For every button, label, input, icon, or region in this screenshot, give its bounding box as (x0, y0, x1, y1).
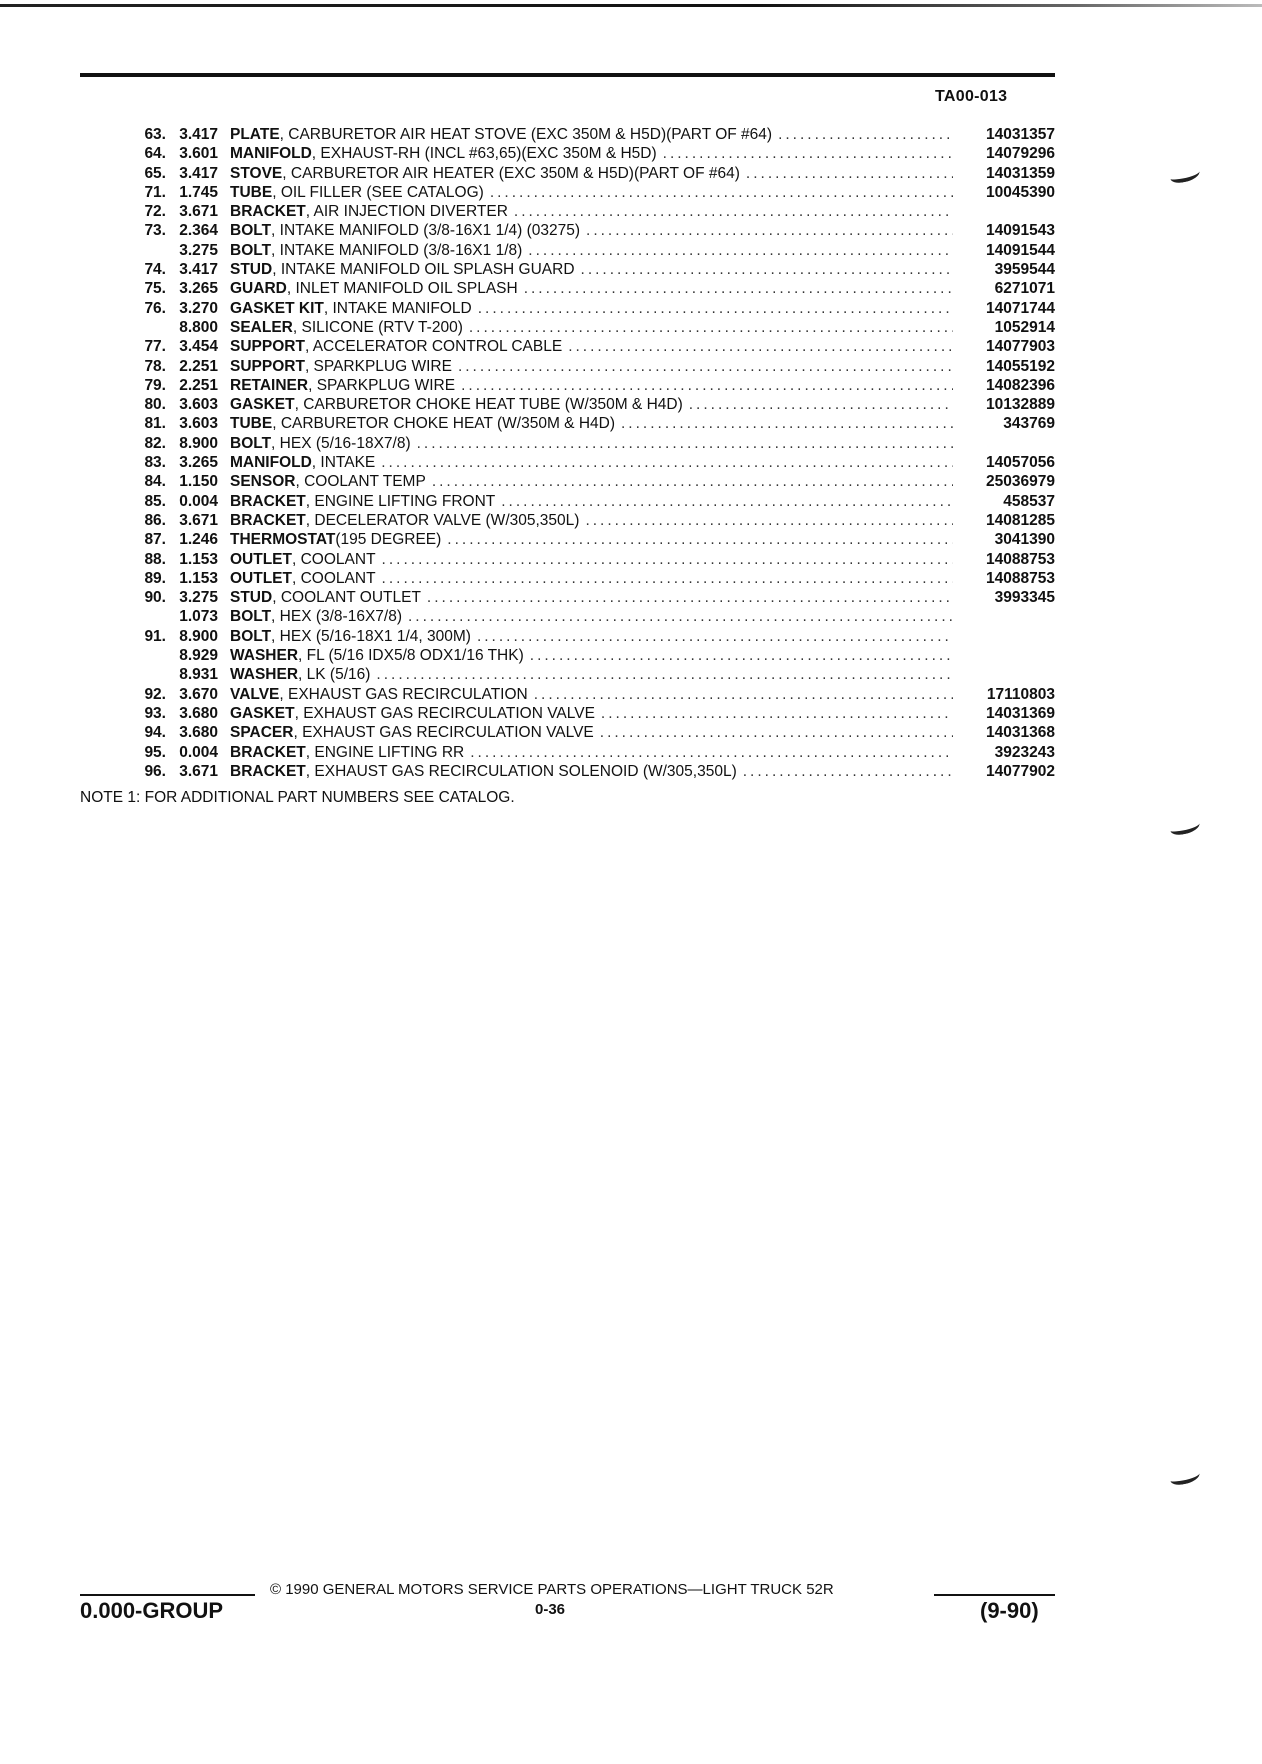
part-description (230, 183, 953, 202)
page-number: 0-36 (535, 1601, 566, 1618)
part-description (230, 646, 953, 665)
part-name: MANIFOLD (230, 145, 312, 163)
part-name: BRACKET (230, 762, 306, 780)
catalog-note: NOTE 1: FOR ADDITIONAL PART NUMBERS SEE CATALOG. (80, 789, 515, 806)
part-description (230, 241, 953, 260)
dot-leader (469, 318, 953, 337)
part-number: 14057056 (986, 454, 1055, 472)
binder-hole-mark (1169, 818, 1201, 837)
part-name: TUBE (230, 183, 273, 201)
part-detail: , DECELERATOR VALVE (W/305,350L) (305, 511, 580, 529)
part-description (230, 357, 953, 376)
dot-leader (600, 723, 953, 742)
part-row (120, 164, 1055, 183)
part-name: WASHER (230, 666, 299, 684)
part-detail: , AIR INJECTION DIVERTER (305, 203, 508, 221)
part-detail: , INTAKE MANIFOLD OIL SPLASH GUARD (272, 261, 575, 279)
dot-leader (477, 627, 953, 646)
part-detail: , INTAKE MANIFOLD (3/8-16X1 1/8) (271, 241, 523, 259)
part-name: RETAINER (230, 376, 309, 394)
group-number: 3.671 (179, 511, 218, 529)
part-row (120, 337, 1055, 356)
group-number: 2.364 (179, 222, 218, 240)
part-description (230, 337, 953, 356)
part-detail: , EXHAUST GAS RECIRCULATION SOLENOID (W/305,350L) (305, 762, 737, 780)
dot-leader (408, 607, 953, 626)
part-description (230, 221, 953, 240)
dot-leader (534, 685, 953, 704)
item-number: 85. (144, 492, 166, 510)
part-number: 343769 (1003, 415, 1055, 433)
part-row (120, 704, 1055, 723)
part-description (230, 569, 953, 588)
part-description (230, 260, 953, 279)
item-number: 74. (144, 261, 166, 279)
parts-list (120, 125, 1055, 781)
item-number: 84. (144, 473, 166, 491)
part-number: 14079296 (986, 145, 1055, 163)
dot-leader (381, 453, 953, 472)
dot-leader (746, 164, 953, 183)
dot-leader (501, 492, 953, 511)
part-row (120, 260, 1055, 279)
part-name: GASKET (230, 704, 295, 722)
part-row (120, 569, 1055, 588)
item-number: 71. (144, 183, 166, 201)
item-number: 75. (144, 280, 166, 298)
item-number: 88. (144, 550, 166, 568)
dot-leader (470, 743, 953, 762)
dot-leader (490, 183, 953, 202)
item-number: 72. (144, 203, 166, 221)
revision-date: (9-90) (980, 1598, 1039, 1623)
dot-leader (621, 414, 953, 433)
binder-hole-mark (1169, 1468, 1201, 1487)
part-description (230, 299, 953, 318)
part-description (230, 376, 953, 395)
item-number: 82. (144, 434, 166, 452)
part-name: BRACKET (230, 511, 306, 529)
part-detail: , SILICONE (RTV T-200) (292, 318, 463, 336)
part-row (120, 472, 1055, 491)
group-number: 3.603 (179, 396, 218, 414)
part-description (230, 704, 953, 723)
document-code: TA00-013 (935, 88, 1008, 105)
part-description (230, 627, 953, 646)
group-number: 3.417 (179, 164, 218, 182)
group-number: 3.275 (179, 589, 218, 607)
dot-leader (458, 357, 953, 376)
dot-leader (568, 337, 953, 356)
part-name: OUTLET (230, 569, 292, 587)
part-row (120, 241, 1055, 260)
part-name: STUD (230, 261, 273, 279)
dot-leader (585, 511, 953, 530)
part-detail: , COOLANT (292, 550, 376, 568)
part-row (120, 685, 1055, 704)
part-row (120, 743, 1055, 762)
group-label: 0.000-GROUP (80, 1598, 224, 1623)
part-description (230, 530, 953, 549)
group-number: 3.670 (179, 685, 218, 703)
part-name: BRACKET (230, 743, 306, 761)
part-row (120, 125, 1055, 144)
part-description (230, 318, 953, 337)
dot-leader (432, 472, 953, 491)
item-number: 73. (144, 222, 166, 240)
part-detail: , CARBURETOR AIR HEAT STOVE (EXC 350M & H5D)(PART OF #64) (279, 126, 773, 143)
part-detail: , CARBURETOR AIR HEATER (EXC 350M & H5D)(PART OF #64) (282, 164, 740, 182)
part-detail: , COOLANT (292, 569, 376, 587)
group-number: 8.931 (179, 666, 218, 684)
part-number: 14081285 (986, 511, 1055, 529)
part-row (120, 646, 1055, 665)
group-number: 3.417 (179, 126, 218, 143)
part-detail: (195 DEGREE) (335, 531, 442, 549)
dot-leader (581, 260, 953, 279)
part-description (230, 144, 953, 163)
part-name: BOLT (230, 222, 272, 240)
part-name: BRACKET (230, 203, 306, 221)
part-description (230, 395, 953, 414)
part-number: 3959544 (994, 261, 1055, 279)
dot-leader (376, 665, 953, 684)
dot-leader (514, 202, 953, 221)
part-row (120, 221, 1055, 240)
part-detail: , OIL FILLER (SEE CATALOG) (272, 183, 484, 201)
item-number: 87. (144, 531, 166, 549)
part-number: 3993345 (994, 589, 1055, 607)
part-number: 14077903 (986, 338, 1055, 356)
part-number: 14082396 (986, 376, 1055, 394)
group-number: 8.900 (179, 627, 218, 645)
part-row (120, 279, 1055, 298)
part-number: 14071744 (986, 299, 1055, 317)
part-description (230, 762, 953, 781)
part-name: GUARD (230, 280, 287, 298)
part-detail: , EXHAUST-RH (INCL #63,65)(EXC 350M & H5D) (311, 145, 657, 163)
part-description (230, 492, 953, 511)
part-number: 458537 (1003, 492, 1055, 510)
part-detail: , ENGINE LIFTING FRONT (305, 492, 496, 510)
part-number: 25036979 (986, 473, 1055, 491)
part-row (120, 202, 1055, 221)
part-number: 14055192 (986, 357, 1055, 375)
group-number: 1.153 (179, 550, 218, 568)
part-row (120, 530, 1055, 549)
part-number: 10132889 (986, 396, 1055, 414)
item-number: 90. (144, 589, 166, 607)
dot-leader (461, 376, 953, 395)
dot-leader (382, 550, 953, 569)
part-name: SPACER (230, 724, 294, 742)
item-number: 65. (144, 164, 166, 182)
part-detail: , ENGINE LIFTING RR (305, 743, 465, 761)
part-number: 1052914 (994, 318, 1055, 336)
part-detail: , CARBURETOR CHOKE HEAT (W/350M & H4D) (272, 415, 615, 433)
part-detail: , SPARKPLUG WIRE (308, 376, 456, 394)
part-name: GASKET (230, 396, 295, 414)
part-number: 14031369 (986, 704, 1055, 722)
part-description (230, 164, 953, 183)
part-row (120, 183, 1055, 202)
group-number: 1.153 (179, 569, 218, 587)
dot-leader (417, 434, 953, 453)
part-detail: , INLET MANIFOLD OIL SPLASH (286, 280, 518, 298)
part-detail: , INTAKE MANIFOLD (323, 299, 472, 317)
part-detail: , HEX (3/8-16X7/8) (271, 608, 402, 626)
part-detail: , COOLANT TEMP (295, 473, 426, 491)
part-name: VALVE (230, 685, 280, 703)
part-detail: , INTAKE MANIFOLD (3/8-16X1 1/4) (03275) (271, 222, 581, 240)
item-number: 92. (144, 685, 166, 703)
part-detail: , EXHAUST GAS RECIRCULATION (279, 685, 528, 703)
part-detail: , HEX (5/16-18X7/8) (271, 434, 411, 452)
group-number: 3.601 (179, 145, 218, 163)
group-number: 3.265 (179, 280, 218, 298)
part-row (120, 318, 1055, 337)
part-description (230, 472, 953, 491)
part-description (230, 685, 953, 704)
part-row (120, 414, 1055, 433)
footer-rule-right (934, 1594, 1055, 1596)
part-row (120, 492, 1055, 511)
dot-leader (743, 762, 953, 781)
group-number: 1.246 (179, 531, 218, 549)
dot-leader (689, 395, 953, 414)
group-number: 3.454 (179, 338, 218, 356)
dot-leader (663, 144, 953, 163)
part-name: MANIFOLD (230, 454, 312, 472)
dot-leader (447, 530, 953, 549)
part-number: 6271071 (994, 280, 1055, 298)
part-row (120, 376, 1055, 395)
part-detail: , SPARKPLUG WIRE (304, 357, 452, 375)
dot-leader (528, 241, 953, 260)
group-number: 1.150 (179, 473, 218, 491)
item-number: 63. (144, 126, 166, 143)
part-description (230, 453, 953, 472)
item-number: 93. (144, 704, 166, 722)
item-number: 64. (144, 145, 166, 163)
part-description (230, 434, 953, 453)
item-number: 89. (144, 569, 166, 587)
part-name: BOLT (230, 241, 272, 259)
item-number: 86. (144, 511, 166, 529)
part-name: SUPPORT (230, 338, 305, 356)
group-number: 2.251 (179, 357, 218, 375)
binder-hole-mark (1169, 166, 1201, 185)
item-number: 95. (144, 743, 166, 761)
part-name: SEALER (230, 318, 293, 336)
part-row (120, 762, 1055, 781)
part-description (230, 202, 953, 221)
part-name: STOVE (230, 164, 283, 182)
group-number: 3.680 (179, 704, 218, 722)
part-description (230, 607, 953, 626)
group-number: 3.603 (179, 415, 218, 433)
part-name: SENSOR (230, 473, 296, 491)
group-number: 8.900 (179, 434, 218, 452)
part-number: 14031368 (986, 724, 1055, 742)
part-name: GASKET KIT (230, 299, 324, 317)
part-number: 14088753 (986, 569, 1055, 587)
part-number: 17110803 (986, 685, 1055, 703)
part-row (120, 588, 1055, 607)
part-row (120, 511, 1055, 530)
dot-leader (601, 704, 953, 723)
dot-leader (778, 125, 953, 144)
part-description (230, 511, 953, 530)
group-number: 8.929 (179, 647, 218, 665)
part-detail: , EXHAUST GAS RECIRCULATION VALVE (293, 724, 594, 742)
group-number: 3.417 (179, 261, 218, 279)
item-number: 78. (144, 357, 166, 375)
part-row (120, 357, 1055, 376)
part-description (230, 414, 953, 433)
part-detail: , EXHAUST GAS RECIRCULATION VALVE (294, 704, 595, 722)
dot-leader (530, 646, 953, 665)
part-number: 10045390 (986, 183, 1055, 201)
part-detail: , LK (5/16) (298, 666, 371, 684)
part-detail: , CARBURETOR CHOKE HEAT TUBE (W/350M & H4D) (294, 396, 683, 414)
part-name: BOLT (230, 608, 272, 626)
dot-leader (586, 221, 953, 240)
dot-leader (524, 279, 953, 298)
group-number: 1.745 (179, 183, 218, 201)
part-description (230, 125, 953, 144)
part-number: 3923243 (994, 743, 1055, 761)
group-number: 3.275 (179, 241, 218, 259)
part-row (120, 144, 1055, 163)
part-number: 14091543 (986, 222, 1055, 240)
part-detail: , FL (5/16 IDX5/8 ODX1/16 THK) (298, 647, 524, 665)
dot-leader (382, 569, 953, 588)
part-row (120, 453, 1055, 472)
item-number: 91. (144, 627, 166, 645)
part-detail: , INTAKE (311, 454, 376, 472)
part-description (230, 550, 953, 569)
part-number: 14077902 (986, 762, 1055, 780)
part-row (120, 723, 1055, 742)
part-row (120, 627, 1055, 646)
part-description (230, 588, 953, 607)
part-name: PLATE (230, 126, 280, 143)
part-number: 14091544 (986, 241, 1055, 259)
part-row (120, 607, 1055, 626)
group-number: 3.671 (179, 762, 218, 780)
part-number: 14031357 (986, 126, 1055, 143)
group-number: 2.251 (179, 376, 218, 394)
part-name: TUBE (230, 415, 273, 433)
group-number: 3.265 (179, 454, 218, 472)
footer-rule-left (80, 1594, 255, 1596)
part-description (230, 665, 953, 684)
item-number: 76. (144, 299, 166, 317)
part-number: 14031359 (986, 164, 1055, 182)
header-rule (80, 73, 1055, 77)
part-detail: , COOLANT OUTLET (272, 589, 421, 607)
group-number: 3.680 (179, 724, 218, 742)
copyright-line: © 1990 GENERAL MOTORS SERVICE PARTS OPERATIONS—LIGHT TRUCK 52R (270, 1581, 834, 1598)
part-name: WASHER (230, 647, 299, 665)
group-number: 3.671 (179, 203, 218, 221)
item-number: 77. (144, 338, 166, 356)
item-number: 96. (144, 762, 166, 780)
group-number: 8.800 (179, 318, 218, 336)
part-detail: , HEX (5/16-18X1 1/4, 300M) (271, 627, 471, 645)
part-name: THERMOSTAT (230, 531, 336, 549)
group-number: 0.004 (179, 492, 218, 510)
part-description (230, 279, 953, 298)
item-number: 81. (144, 415, 166, 433)
top-scan-edge-rule (0, 4, 1262, 7)
dot-leader (427, 588, 953, 607)
group-number: 3.270 (179, 299, 218, 317)
part-row (120, 299, 1055, 318)
part-row (120, 395, 1055, 414)
part-row (120, 434, 1055, 453)
part-name: OUTLET (230, 550, 292, 568)
part-description (230, 723, 953, 742)
part-detail: , ACCELERATOR CONTROL CABLE (304, 338, 563, 356)
dot-leader (478, 299, 953, 318)
group-number: 1.073 (179, 608, 218, 626)
item-number: 80. (144, 396, 166, 414)
part-name: SUPPORT (230, 357, 305, 375)
item-number: 94. (144, 724, 166, 742)
part-number: 3041390 (994, 531, 1055, 549)
part-row (120, 665, 1055, 684)
part-name: BRACKET (230, 492, 306, 510)
part-description (230, 743, 953, 762)
part-row (120, 550, 1055, 569)
part-number: 14088753 (986, 550, 1055, 568)
part-name: BOLT (230, 627, 272, 645)
item-number: 83. (144, 454, 166, 472)
part-name: BOLT (230, 434, 272, 452)
item-number: 79. (144, 376, 166, 394)
group-number: 0.004 (179, 743, 218, 761)
part-name: STUD (230, 589, 273, 607)
